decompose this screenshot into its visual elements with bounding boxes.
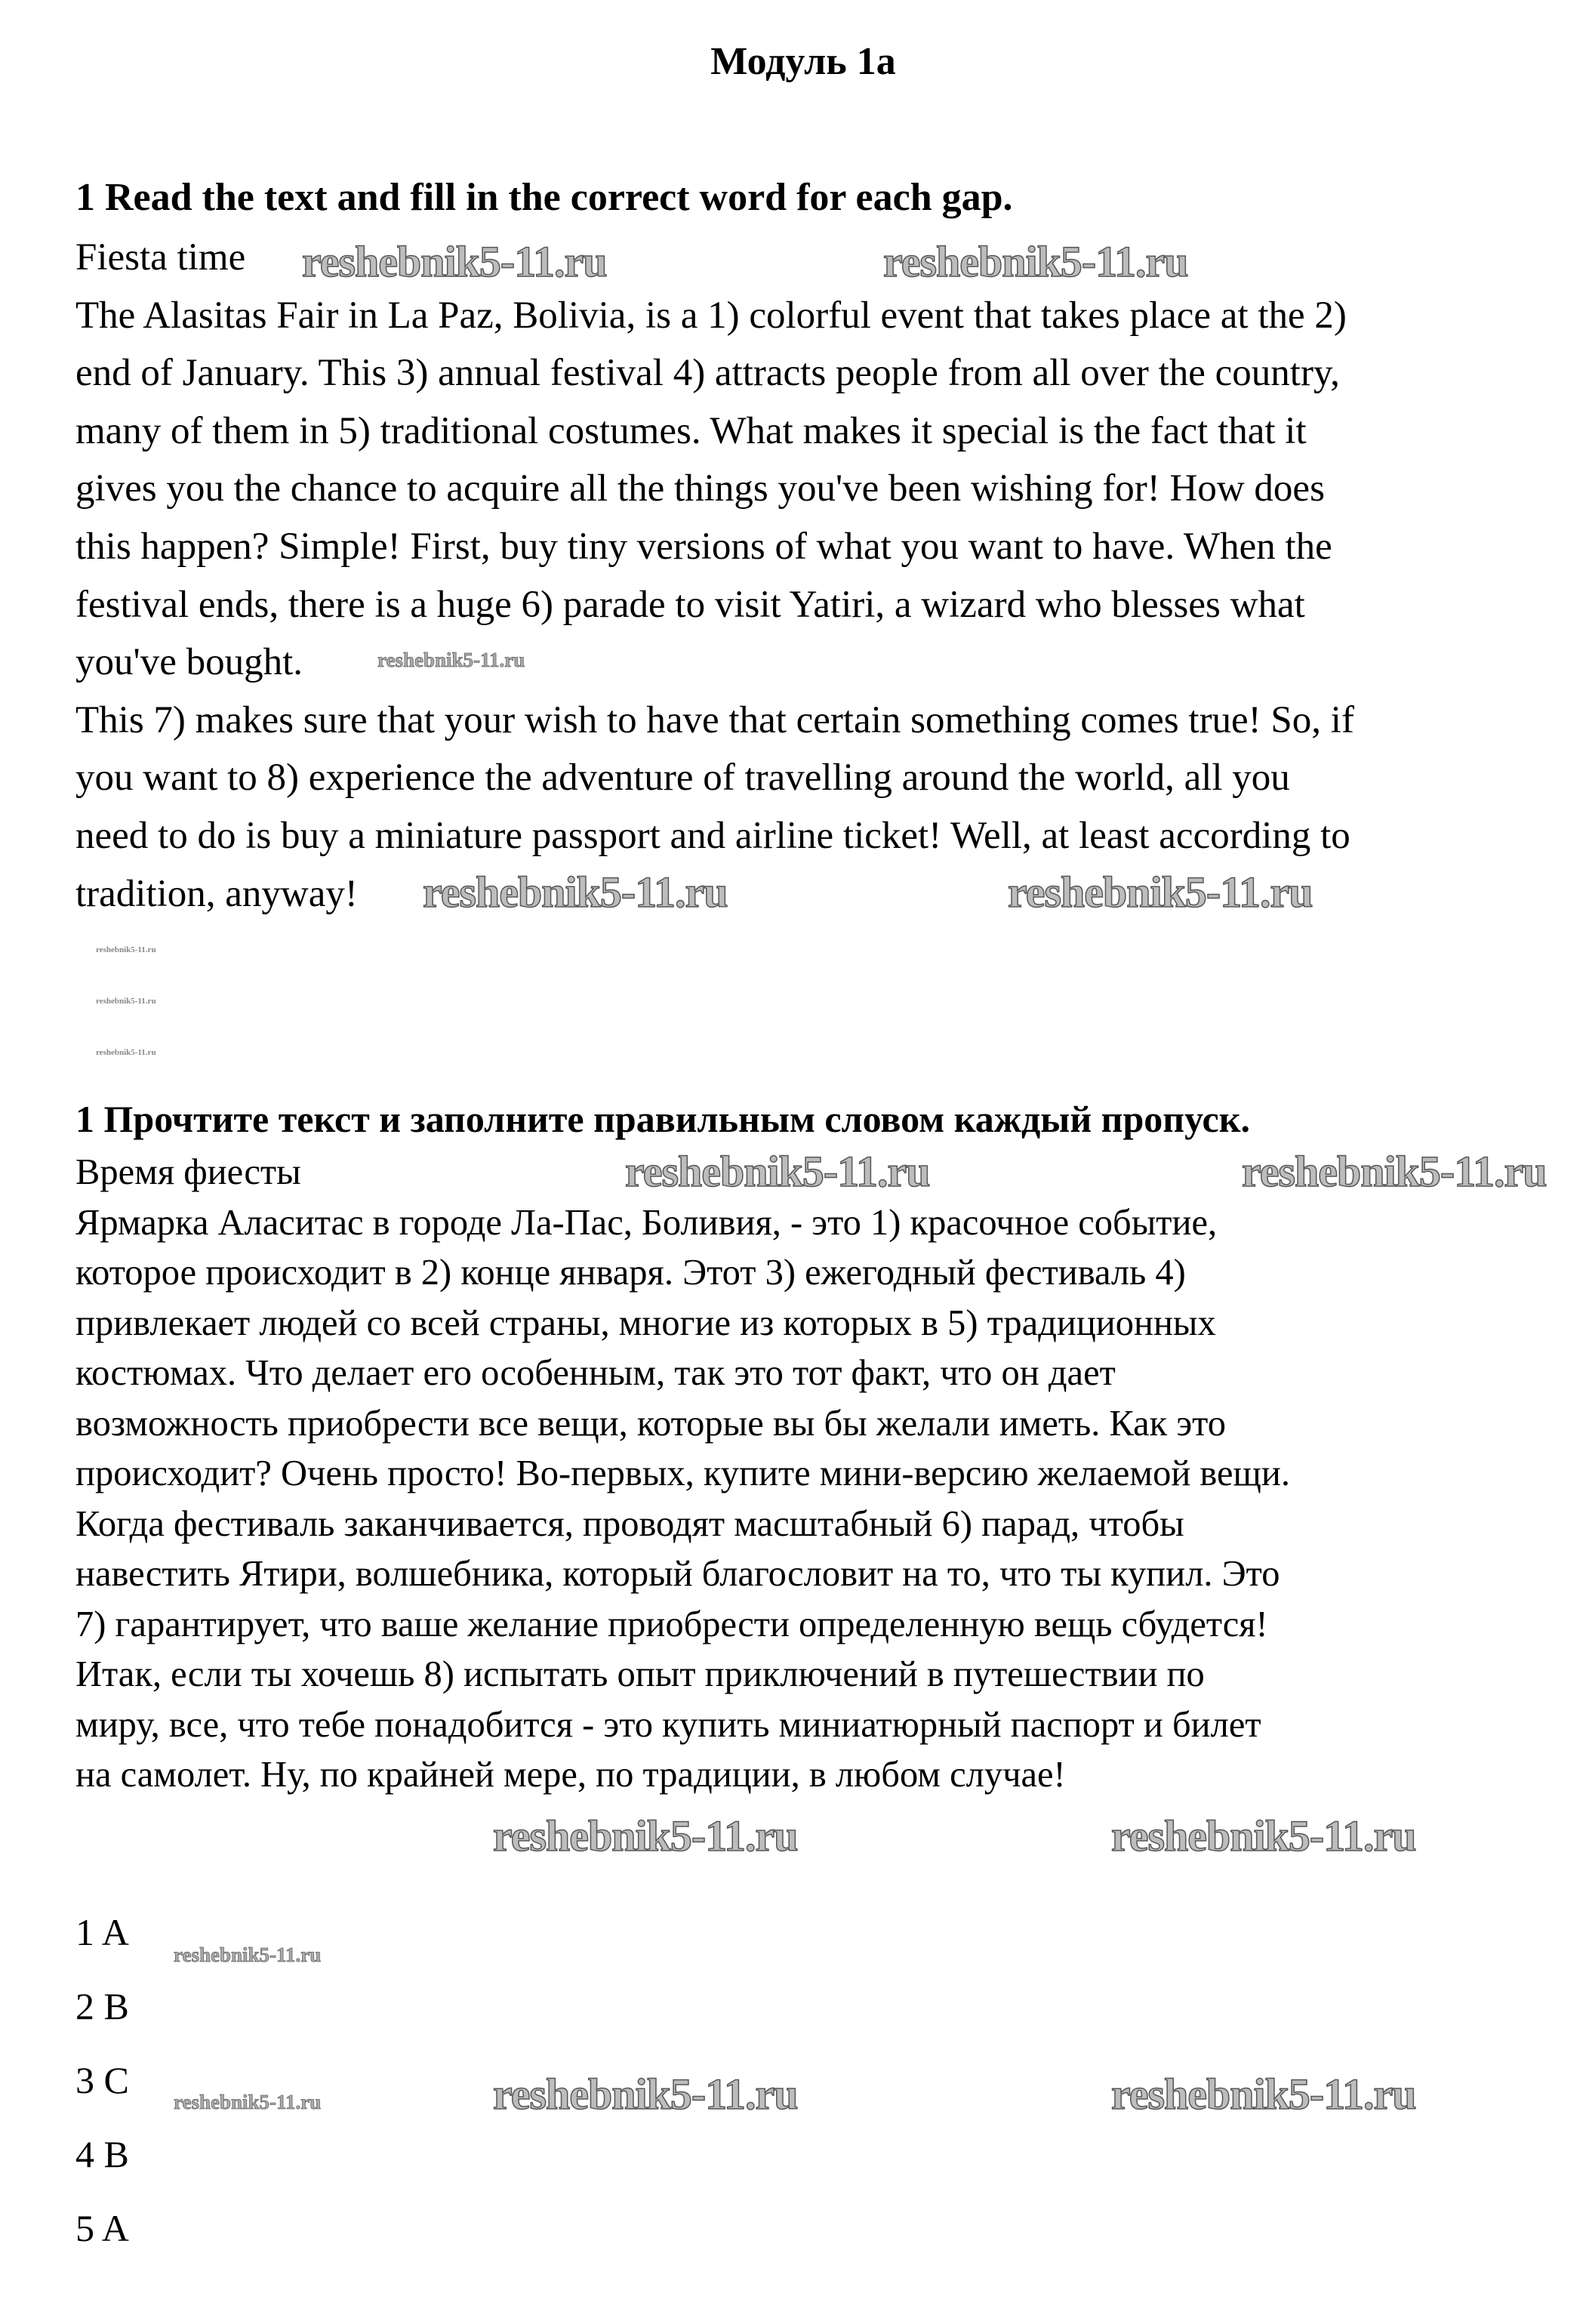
russian-text-line: миру, все, что тебе понадобится - это купить миниатюрный паспорт и билет [75,1704,1261,1745]
watermark: reshebnik5-11.ru [1242,1147,1547,1196]
watermark: reshebnik5-11.ru [174,2091,322,2113]
page-title: Модуль 1a [710,40,896,83]
russian-text-line: возможность приобрести все вещи, которые вы бы желали иметь. Как это [75,1403,1226,1444]
answer-item: 4 B [75,2133,129,2175]
english-text-line: many of them in 5) traditional costumes. What makes it special is the fact that it [75,409,1307,452]
answer-item: 1 A [75,1911,129,1953]
english-text-line: The Alasitas Fair in La Paz, Bolivia, is a 1) colorful event that takes place at the 2) [75,294,1347,337]
watermark: reshebnik5-11.ru [174,1943,322,1966]
russian-text [75,1148,1290,1801]
english-text [75,229,1354,923]
russian-text-line: костюмах. Что делает его особенным, так это тот факт, что он дает [75,1353,1116,1393]
answer-item: 5 A [75,2207,129,2249]
watermark: reshebnik5-11.ru [302,237,607,286]
watermark: reshebnik5-11.ru [96,945,156,954]
russian-text-title: Время фиесты [75,1152,301,1192]
watermark: reshebnik5-11.ru [377,649,525,671]
watermark: reshebnik5-11.ru [883,237,1188,286]
watermark: reshebnik5-11.ru [1008,868,1313,917]
russian-text-line: Итак, если ты хочешь 8) испытать опыт приключений в путешествии по [75,1654,1205,1694]
russian-text-line: на самолет. Ну, по крайней мере, по традиции, в любом случае! [75,1755,1066,1795]
answer-item: 3 C [75,2059,129,2101]
russian-text-line: привлекает людей со всей страны, многие из которых в 5) традиционных [75,1302,1216,1343]
english-text-line: gives you the chance to acquire all the things you've been wishing for! How does [75,467,1325,510]
answer-list [75,1895,129,2265]
russian-text-line: навестить Ятири, волшебника, который благословит на то, что ты купил. Это [75,1554,1280,1594]
watermark: reshebnik5-11.ru [96,1048,156,1057]
watermark: reshebnik5-11.ru [625,1147,930,1196]
watermark: reshebnik5-11.ru [423,868,728,917]
watermark: reshebnik5-11.ru [493,2070,798,2119]
russian-text-line: происходит? Очень просто! Во-первых, купите мини-версию желаемой вещи. [75,1453,1290,1493]
russian-task-heading: 1 Прочтите текст и заполните правильным словом каждый пропуск. [75,1098,1251,1140]
english-text-line: need to do is buy a miniature passport and airline ticket! Well, at least according to [75,814,1350,857]
watermark: reshebnik5-11.ru [1111,1811,1416,1860]
english-text-line: This 7) makes sure that your wish to have that certain something comes true! So, if [75,698,1354,741]
watermark: reshebnik5-11.ru [1111,2070,1416,2119]
russian-text-line: которое происходит в 2) конце января. Этот 3) ежегодный фестиваль 4) [75,1253,1186,1293]
english-text-line: you've bought. [75,641,303,684]
english-text-line: end of January. This 3) annual festival 4) attracts people from all over the country, [75,352,1340,395]
watermark: reshebnik5-11.ru [493,1811,798,1860]
answer-item: 2 B [75,1985,129,2027]
english-task-heading: 1 Read the text and fill in the correct word for each gap. [75,176,1013,219]
russian-text-line: Когда фестиваль заканчивается, проводят масштабный 6) парад, чтобы [75,1503,1184,1544]
russian-text-line: Ярмарка Аласитас в городе Ла-Пас, Боливия, - это 1) красочное событие, [75,1202,1218,1243]
english-text-line: tradition, anyway! [75,872,358,915]
english-text-line: you want to 8) experience the adventure of travelling around the world, all you [75,757,1290,800]
english-text-title: Fiesta time [75,236,246,279]
english-text-line: festival ends, there is a huge 6) parade to visit Yatiri, a wizard who blesses what [75,583,1305,626]
english-text-line: this happen? Simple! First, buy tiny versions of what you want to have. When the [75,525,1332,568]
russian-text-line: 7) гарантирует, что ваше желание приобрести определенную вещь сбудется! [75,1604,1268,1644]
watermark: reshebnik5-11.ru [96,997,156,1006]
